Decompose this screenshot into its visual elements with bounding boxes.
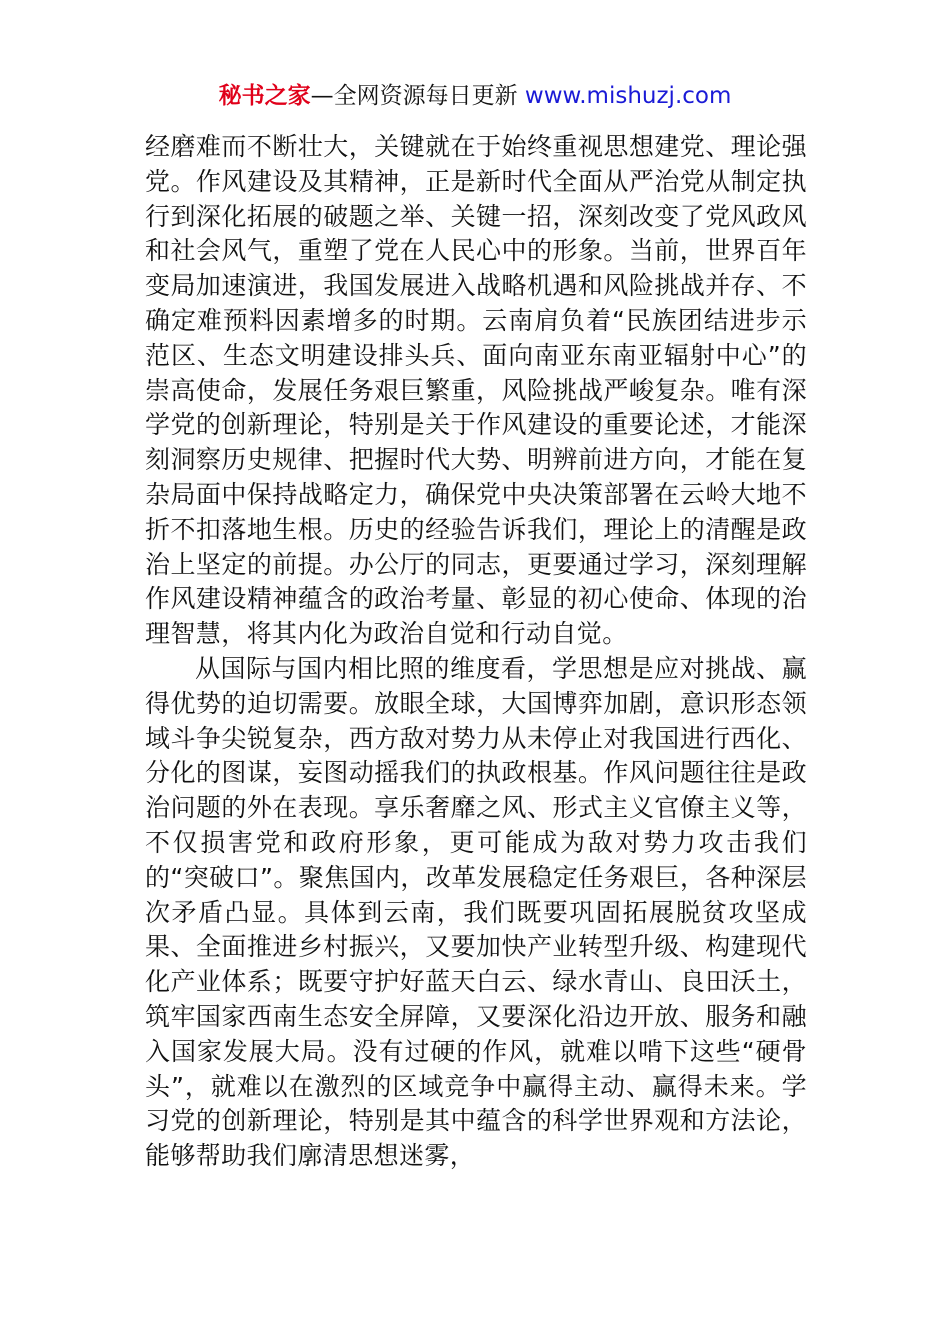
page-header	[0, 80, 950, 112]
header-url-link[interactable]: www.mishuzj.com	[524, 83, 732, 109]
header-tagline: —全网资源每日更新	[310, 83, 525, 109]
body-paragraph-1: 经磨难而不断壮大，关键就在于始终重视思想建党、理论强党。作风建设及其精神，正是新时代全面从严治党从制定执行到深化拓展的破题之举、关键一招，深刻改变了党风政风和社会风气，重塑了党在人民心中的形象。当前，世界百年变局加速演进，我国发展进入战略机遇和风险挑战并存、不确定难预料因素增多的时期。云南肩负着“民族团结进步示范区、生态文明建设排头兵、面向南亚东南亚辐射中心”的崇高使命，发展任务艰巨繁重，风险挑战严峻复杂。唯有深学党的创新理论，特别是关于作风建设的重要论述，才能深刻洞察历史规律、把握时代大势、明辨前进方向，才能在复杂局面中保持战略定力，确保党中央决策部署在云岭大地不折不扣落地生根。历史的经验告诉我们，理论上的清醒是政治上坚定的前提。办公厅的同志，更要通过学习，深刻理解作风建设精神蕴含的政治考量、彰显的初心使命、体现的治理智慧，将其内化为政治自觉和行动自觉。	[145, 132, 807, 649]
header-brand: 秘书之家	[218, 83, 311, 109]
body-paragraph-2: 从国际与国内相比照的维度看，学思想是应对挑战、赢得优势的迫切需要。放眼全球，大国博弈加剧，意识形态领域斗争尖锐复杂，西方敌对势力从未停止对我国进行西化、分化的图谋，妄图动摇我们的执政根基。作风问题往往是政治问题的外在表现。享乐奢靡之风、形式主义官僚主义等，不仅损害党和政府形象，更可能成为敌对势力攻击我们的“突破口”。聚焦国内，改革发展稳定任务艰巨，各种深层次矛盾凸显。具体到云南，我们既要巩固拓展脱贫攻坚成果、全面推进乡村振兴，又要加快产业转型升级、构建现代化产业体系；既要守护好蓝天白云、绿水青山、良田沃土，筑牢国家西南生态安全屏障，又要深化沿边开放、服务和融入国家发展大局。没有过硬的作风，就难以啃下这些“硬骨头”，就难以在激烈的区域竞争中赢得主动、赢得未来。学习党的创新理论，特别是其中蕴含的科学世界观和方法论，能够帮助我们廓清思想迷雾，	[145, 653, 807, 1171]
document-body	[145, 130, 807, 1174]
